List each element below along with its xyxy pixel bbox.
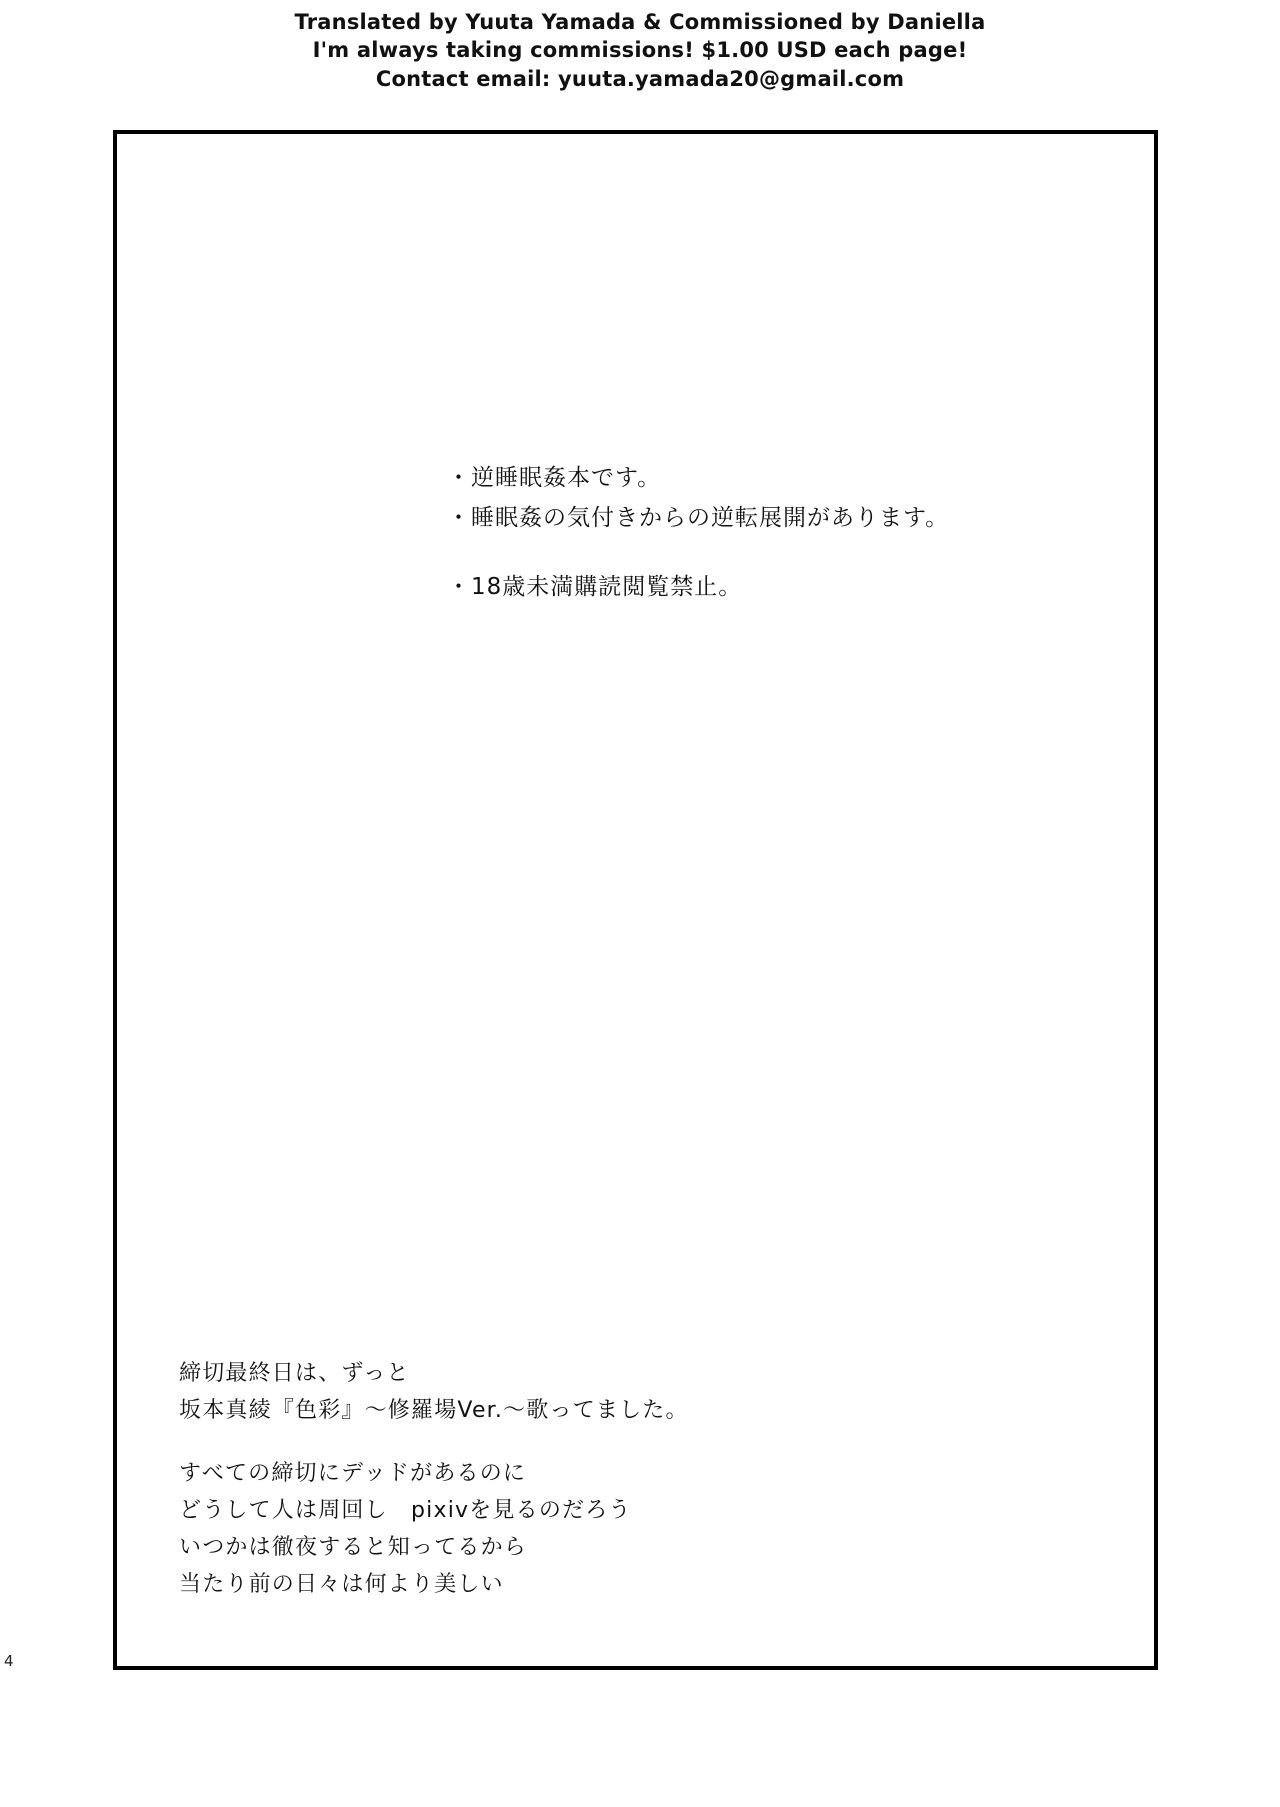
notes-spacer [447,538,949,568]
page-number: 4 [4,1652,14,1670]
note-item: ・逆睡眠姦本です。 [447,465,662,491]
afterword-line: 坂本真綾『色彩』〜修羅場Ver.〜歌ってました。 [179,1398,689,1424]
page-border-frame [113,130,1158,1670]
credit-line-contact: Contact email: yuuta.yamada20@gmail.com [375,66,905,91]
afterword-line: どうして人は周回し pixivを見るのだろう [179,1498,632,1524]
credit-line-commissions: I'm always taking commissions! $1.00 USD each page! [312,38,968,63]
afterword-line: 締切最終日は、ずっと [179,1361,410,1387]
afterword-block [179,1356,689,1604]
content-notes-block [447,459,949,608]
afterword-line: すべての締切にデッドがあるのに [179,1461,527,1487]
note-item: ・睡眠姦の気付きからの逆転展開があります。 [447,504,950,531]
afterword-line: 当たり前の日々は何より美しい [179,1572,504,1598]
note-item: ・18歳未満購読閲覧禁止。 [447,574,743,601]
afterword-spacer [179,1430,689,1456]
afterword-line: いつかは徹夜すると知ってるから [179,1535,528,1561]
credit-line-translator: Translated by Yuuta Yamada & Commissioned by Daniella [294,10,986,34]
translator-credits [0,8,1280,93]
